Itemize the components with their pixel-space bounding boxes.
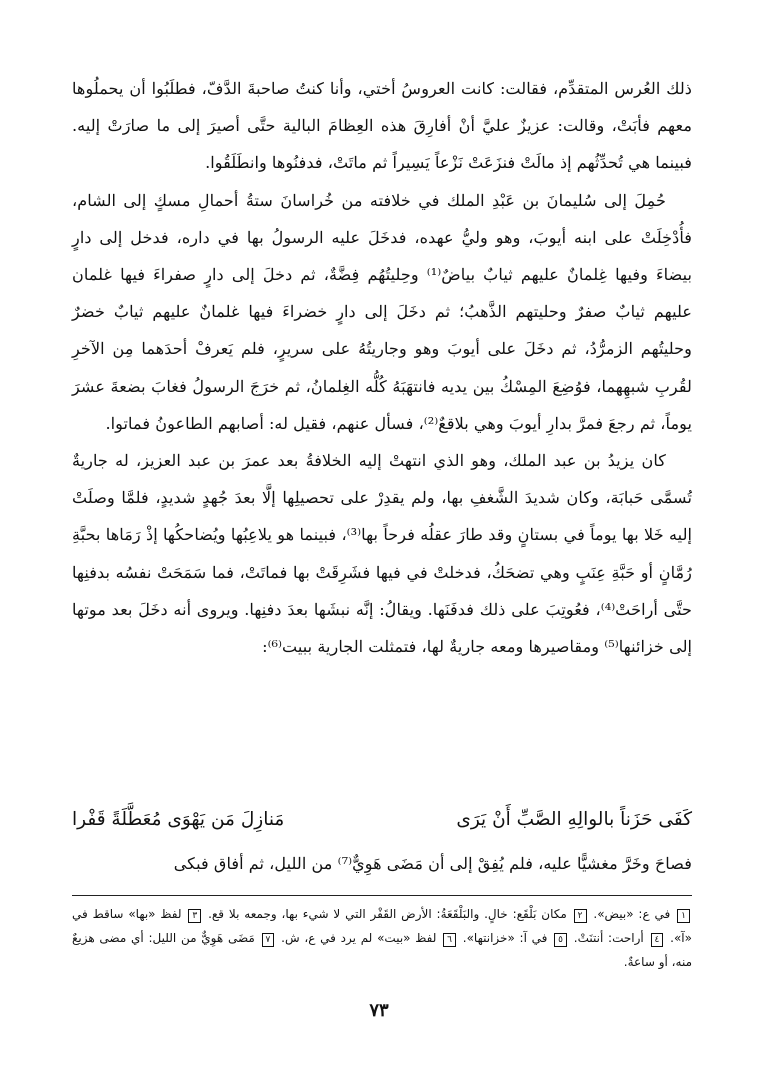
footnote-number: ٢ [574,909,587,923]
paragraph-sulayman-musk: حُمِلَ إلى سُليمانَ بن عَبْدِ الملك في خلافته من خُراسانَ ستةُ أحمالِ مسكٍ إلى الشام، فأُدْخِلَتْ على ابنه أيوبَ، وهو وليُّ عهده، فدخَلَ عليه الرسولُ بها في داره، فدخل إلى دارٍ بيضاءَ وفيها غِلمانٌ عليهم ثيابٌ بياضٌ⁽¹⁾ وحِليتُهُم فِضَّةٌ، ثم دخلَ إلى دارٍ صفراءَ فيها غلمان عليهم ثيابٌ صفرٌ وحليتهم الذَّهبُ؛ ثم دخَلَ إلى دارٍ خضراءَ فيها غلمانٌ عليهم ثيابٌ خضرٌ وحليتُهم الزمرُّدُ، ثم دخَلَ على أيوبَ وهو وجاريتُهُ على سريرٍ، فلم يَعرفْ أحدَهما مِن الآخرِ لقُربِ شبهِهما، فوُضِعَ المِسْكُ بين يديه فانتهَبَهُ كُلُّه الغِلمانُ، ثم خرَجَ الرسولُ فغابَ بضعةَ عشرَ يوماً، ثم رجعَ فمرَّ بدارِ أيوبَ وهي بلاقعٌ⁽²⁾، فسأل عنهم، فقيل له: أصابهم الطاعونُ فماتوا. [72,190,692,433]
paragraph-bride-story: ذلك العُرس المتقدِّم، فقالت: كانت العروسُ أختي، وأنا كنتُ صاحبةَ الدَّفّ، فطلَبُوا أن يحملُوها معهم فأبَتْ، وقالت: عزيزٌ عليَّ أنْ أفارِقَ هذه العِظامَ البالية حتَّى أصيرَ إلى ما صارَتْ إليه. فبينما هي تُحدِّثُهم إذ مالَتْ فنزَعَتْ نَزْعاً يَسِيراً ثم ماتَتْ، فدفنُوها وانطَلَقُوا. [72,79,692,173]
paragraph-after-verse: فصاحَ وخَرَّ مغشيًّا عليه، فلم يُفِقْ إلى أن مَضَى هَوِيٌّ⁽⁷⁾ من الليل، ثم أفاق فبكى [173,854,692,873]
footnote-text: مكان بَلْقَع: خالٍ. والبَلْقَعَةُ: الأرض القَفْر التي لا شيء بها، وجمعه بلا قع. [208,907,567,921]
footnote-text: أراحت: أنتنَتْ. [573,931,644,945]
page-number: ٧٣ [369,1000,389,1021]
footnote-number: ٦ [443,933,456,947]
poetry-verse [72,800,692,840]
footnote-4 [574,931,666,945]
footnote-1 [593,907,692,921]
footnote-5 [463,931,569,945]
verse-second-hemistich: مَنازِلَ مَن يَهْوَى مُعَطَّلَةً قَفْرا [72,809,285,830]
main-text [72,70,692,665]
footnote-number: ٥ [554,933,567,947]
footnote-number: ٣ [188,909,201,923]
footnote-text: في ع: «بيض». [593,907,671,921]
verse-first-hemistich: كَفَى حَزَناً بالوالِهِ الصَّبِّ أَنْ يَرَى [456,809,692,830]
footnote-number: ١ [677,909,690,923]
footnote-text: لفظ «بيت» لم يرد في ع، ش. [281,931,437,945]
footnote-separator [72,895,692,896]
footnote-2 [208,907,588,921]
footnote-text: مَضَى هَوِيٌّ من الليل: أي مضى هزيعٌ منه، أو ساعةٌ. [72,931,692,969]
footnotes [72,902,692,974]
footnote-number: ٧ [262,933,275,947]
footnote-text: لفظ «بها» ساقط في «آ». [72,907,692,945]
footnote-number: ٤ [651,933,664,947]
footnote-6 [281,931,458,945]
footnote-text: في آ: «خزانتها». [462,931,548,945]
paragraph-yazid-habbaba: كان يزيدُ بن عبد الملك، وهو الذي انتهتْ إليه الخلافةُ بعد عمرَ بن عبد العزيز، له جاريةٌ تُسمَّى حَبابَة، وكان شديدَ الشَّغفِ بها، ولم يقدِرْ على تحصيلِها إلَّا بعدَ جُهدٍ شديدٍ، فلمَّا وصلَتْ إليه خَلا بها يوماً في بستانٍ وقد طارَ عقلُه فرحاً بها⁽³⁾، فبينما هو يلاعِبُها ويُضاحكُها إذْ رَمَاها بحبَّةِ رُمَّانٍ أو حَبَّةِ عِنَبٍ وهي تضحَكُ، فدخلتْ في فيها فشَرِقَتْ بها فماتَتْ، فما سَمَحَتْ نفسُه بدفنِها حتَّى أراحَتْ⁽⁴⁾، فعُوتِبَ على ذلك فدفَنَها. ويقالُ: إنَّه نبشَها بعدَ دفنِها. ويروى أنه دخَلَ بعد موتها إلى خزائنها⁽⁵⁾ ومقاصيرها ومعه جاريةٌ لها، فتمثلت الجارية ببيت⁽⁶⁾: [72,451,692,657]
